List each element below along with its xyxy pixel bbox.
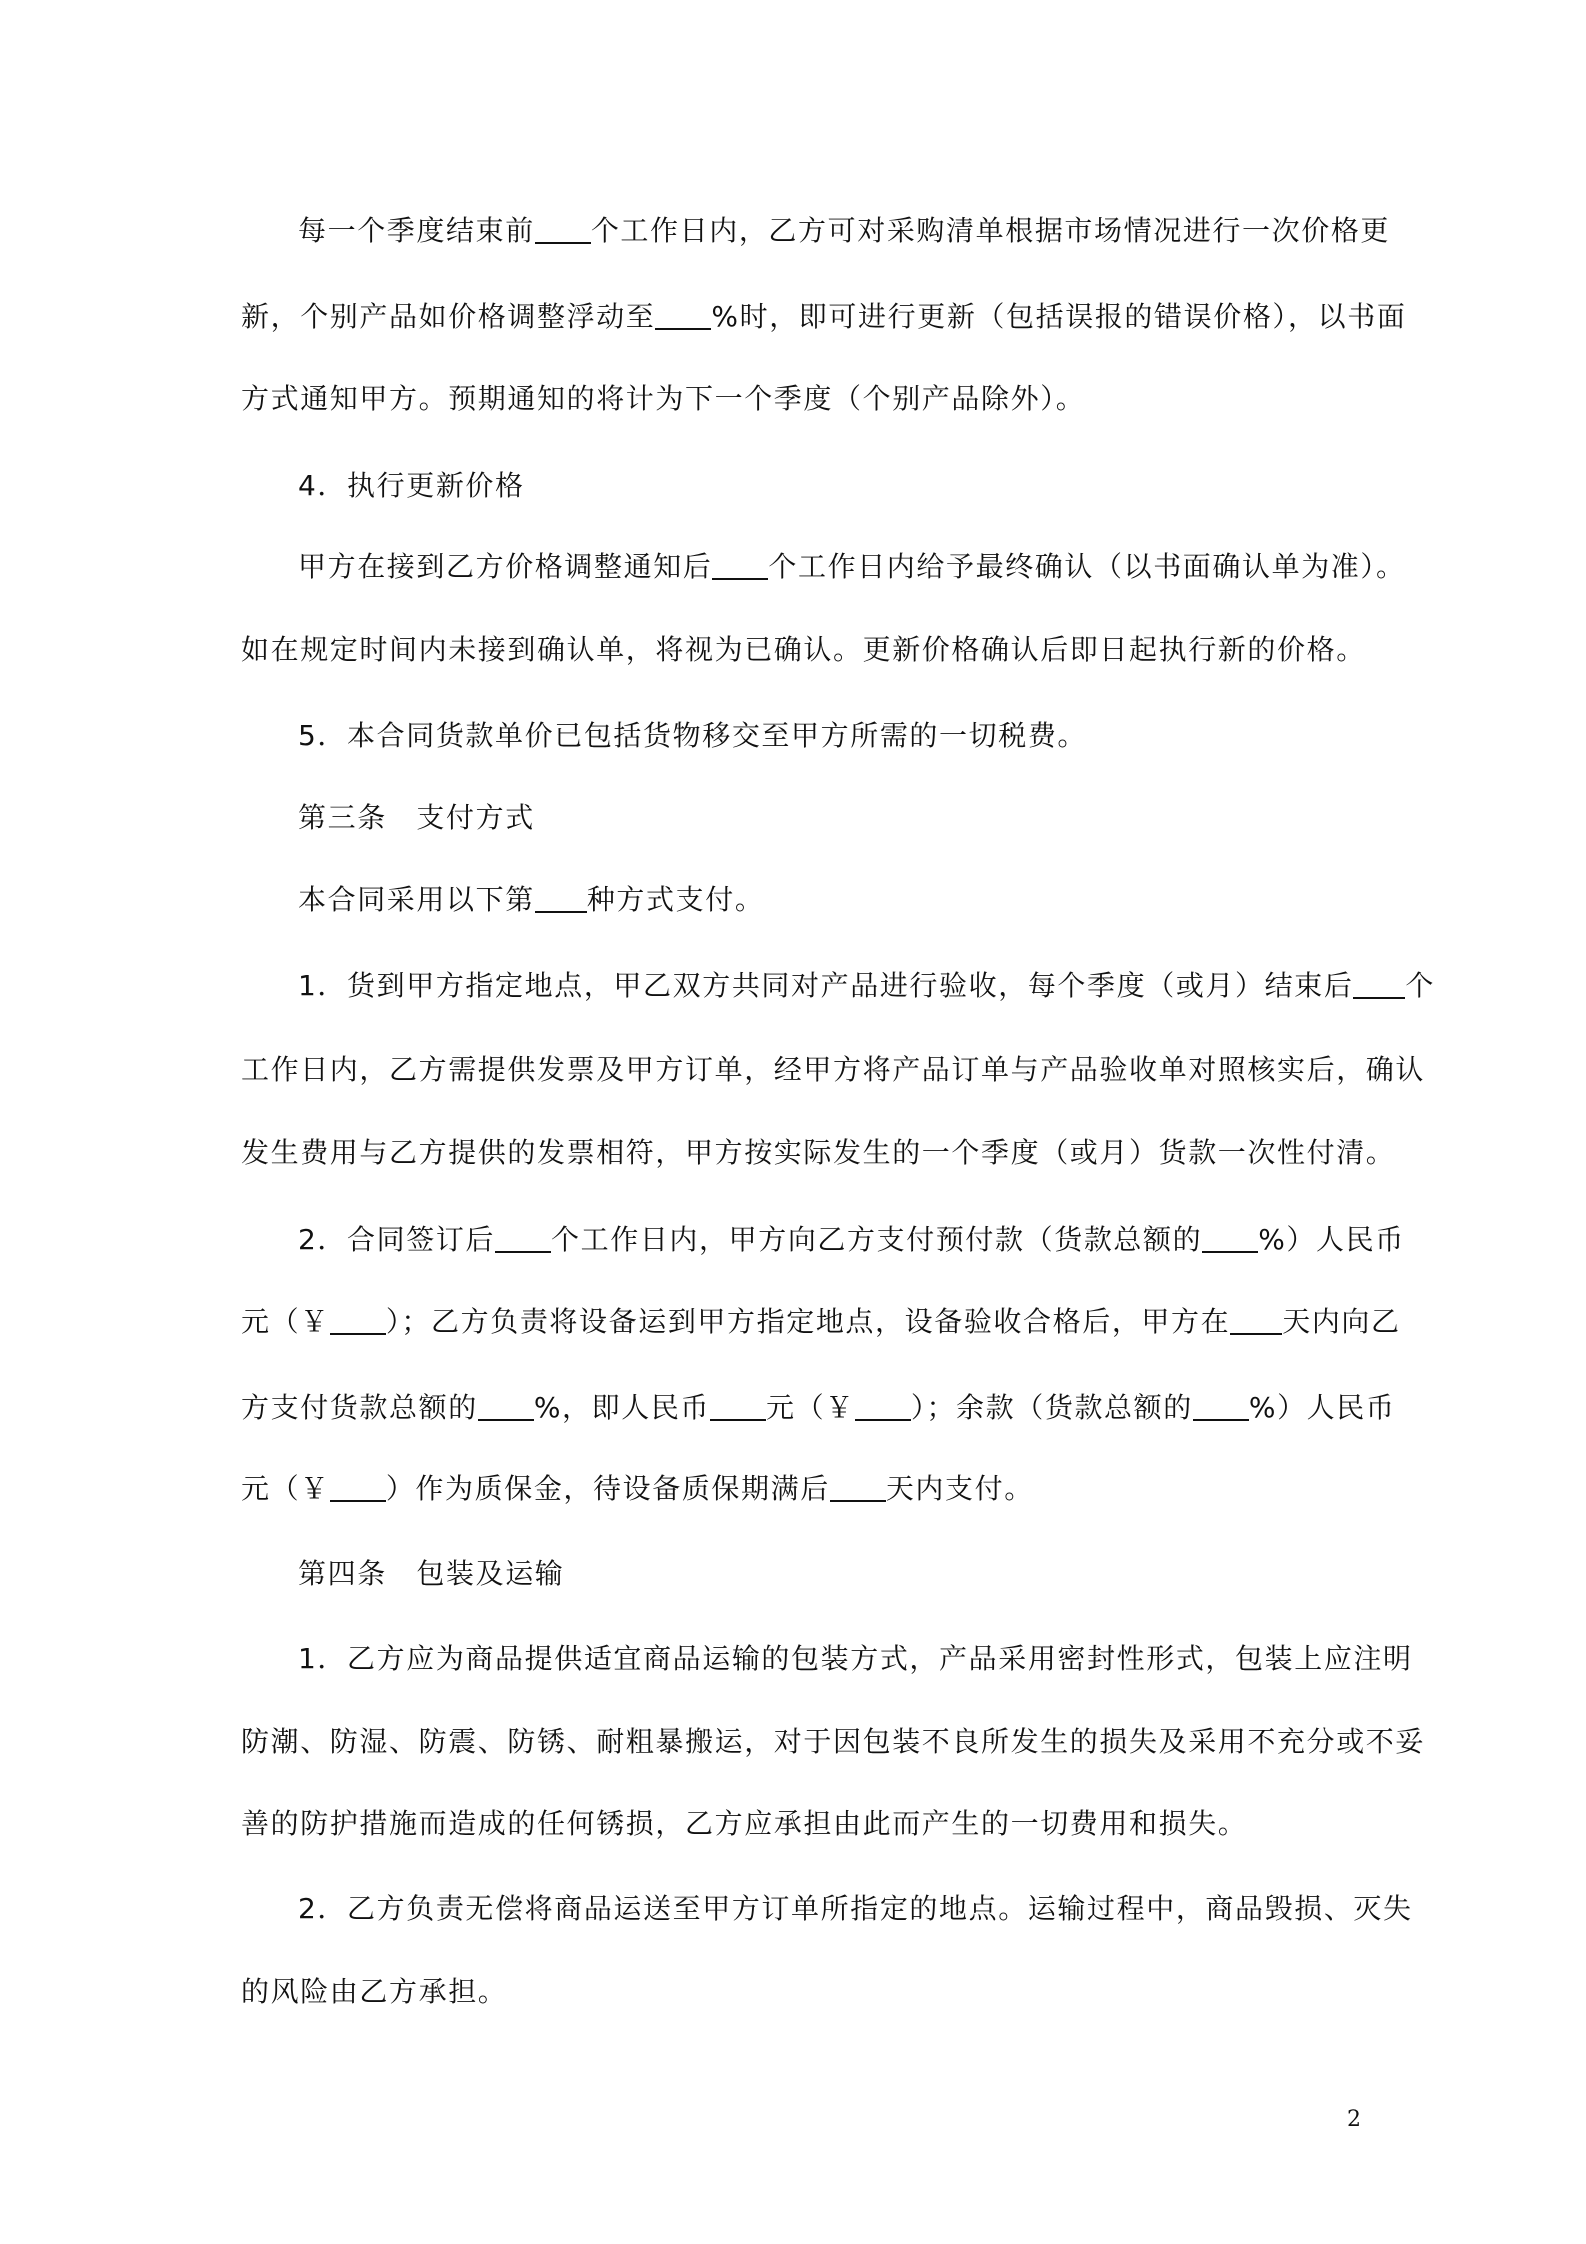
paragraph-line (298, 880, 1418, 920)
fill-in-blank (855, 1389, 911, 1421)
paragraph-line: 5．本合同货款单价已包括货物移交至甲方所需的一切税费。 (298, 719, 1088, 752)
text-segment: 元（￥ (766, 1391, 855, 1424)
paragraph-line (298, 211, 1418, 251)
paragraph-line (241, 297, 1407, 337)
text-segment: 方支付货款总额的 (241, 1391, 478, 1424)
text-segment: %）人民币 (1248, 1391, 1396, 1424)
paragraph-line (298, 547, 1418, 587)
text-segment: 元（￥ (241, 1472, 330, 1505)
paragraph-line (241, 1302, 1401, 1342)
fill-in-blank (478, 1389, 534, 1421)
fill-in-blank (710, 1389, 766, 1421)
paragraph-line: 防潮、防湿、防震、防锈、耐粗暴搬运，对于因包装不良所发生的损失及采用不充分或不妥 (241, 1725, 1426, 1758)
text-segment: ）作为质保金，待设备质保期满后 (385, 1472, 830, 1505)
item-heading: 4．执行更新价格 (298, 469, 525, 502)
fill-in-blank (330, 1303, 386, 1335)
text-segment: 个工作日内，乙方可对采购清单根据市场情况进行一次价格更 (590, 214, 1391, 247)
text-segment: 种方式支付。 (586, 883, 765, 916)
paragraph-line: 1．乙方应为商品提供适宜商品运输的包装方式，产品采用密封性形式，包装上应注明 (298, 1642, 1413, 1675)
fill-in-blank (1202, 1221, 1258, 1253)
paragraph-line: 2．乙方负责无偿将商品运送至甲方订单所指定的地点。运输过程中，商品毁损、灭失 (298, 1892, 1413, 1925)
article-heading: 第四条 包装及运输 (298, 1557, 565, 1590)
text-segment: 新，个别产品如价格调整浮动至 (241, 300, 656, 333)
text-segment: 每一个季度结束前 (298, 214, 535, 247)
text-segment: 天内向乙 (1282, 1305, 1401, 1338)
text-segment: 个 (1405, 969, 1436, 1002)
page-number: 2 (1347, 2107, 1361, 2132)
paragraph-line: 善的防护措施而造成的任何锈损，乙方应承担由此而产生的一切费用和损失。 (241, 1807, 1248, 1840)
text-segment: 个工作日内，甲方向乙方支付预付款（货款总额的 (551, 1223, 1203, 1256)
text-segment: 本合同采用以下第 (298, 883, 535, 916)
text-segment: ）；余款（货款总额的 (910, 1391, 1193, 1424)
paragraph-line (298, 1220, 1418, 1260)
paragraph-line: 发生费用与乙方提供的发票相符，甲方按实际发生的一个季度（或月）货款一次性付清。 (241, 1136, 1396, 1169)
paragraph-line: 方式通知甲方。预期通知的将计为下一个季度（个别产品除外）。 (241, 382, 1086, 415)
text-segment: 甲方在接到乙方价格调整通知后 (298, 550, 713, 583)
text-segment: %，即人民币 (533, 1391, 711, 1424)
text-segment: %时，即可进行更新（包括误报的错误价格），以书面 (711, 300, 1407, 333)
fill-in-blank (495, 1221, 551, 1253)
paragraph-line (298, 966, 1436, 1006)
fill-in-blank (712, 548, 768, 580)
text-segment: %）人民币 (1258, 1223, 1405, 1256)
fill-in-blank (655, 298, 711, 330)
text-segment: 个工作日内给予最终确认（以书面确认单为准）。 (768, 550, 1406, 583)
paragraph-line (241, 1388, 1396, 1428)
text-segment: ）；乙方负责将设备运到甲方指定地点，设备验收合格后，甲方在 (385, 1305, 1231, 1338)
fill-in-blank (1230, 1303, 1282, 1335)
text-segment: 2．合同签订后 (298, 1223, 496, 1256)
text-segment: 天内支付。 (885, 1472, 1034, 1505)
text-segment: 元（￥ (241, 1305, 330, 1338)
paragraph-line: 如在规定时间内未接到确认单，将视为已确认。更新价格确认后即日起执行新的价格。 (241, 633, 1366, 666)
paragraph-line: 工作日内，乙方需提供发票及甲方订单，经甲方将产品订单与产品验收单对照核实后，确认 (241, 1053, 1426, 1086)
paragraph-line: 的风险由乙方承担。 (241, 1975, 508, 2008)
fill-in-blank (830, 1470, 886, 1502)
article-heading: 第三条 支付方式 (298, 801, 535, 834)
paragraph-line (241, 1469, 1361, 1509)
fill-in-blank (1193, 1389, 1249, 1421)
fill-in-blank (535, 212, 591, 244)
text-segment: 1．货到甲方指定地点，甲乙双方共同对产品进行验收，每个季度（或月）结束后 (298, 969, 1354, 1002)
fill-in-blank (330, 1470, 386, 1502)
fill-in-blank (1353, 967, 1405, 999)
fill-in-blank (535, 881, 587, 913)
